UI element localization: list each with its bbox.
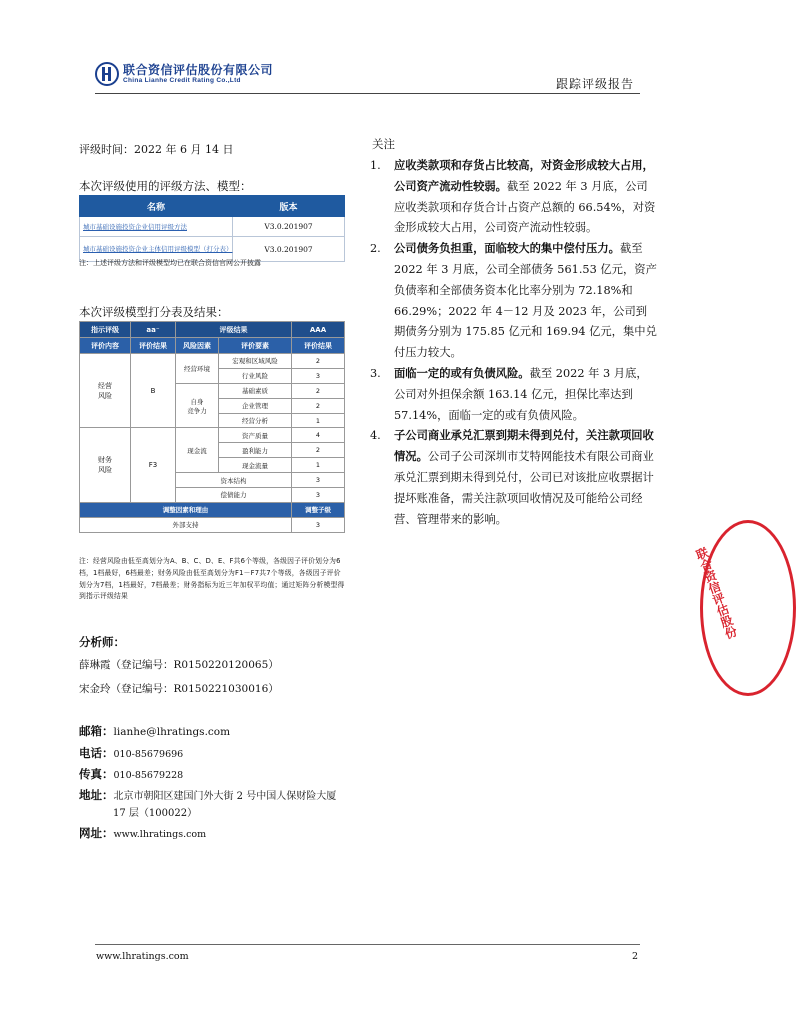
email-value[interactable]: lianhe@lhratings.com (113, 726, 231, 738)
list-item (370, 156, 657, 239)
element-name: 偿债能力 (176, 488, 292, 503)
email-row (79, 720, 230, 739)
report-type: 跟踪评级报告 (556, 77, 635, 91)
item-number: 1. (370, 159, 381, 172)
adj-val: 3 (292, 517, 345, 532)
seal-text: 联合资信评估股份 (693, 545, 740, 641)
company-name-cn: 联合资信评估股份有限公司 (123, 63, 274, 77)
h-indicator-val: aa⁻ (131, 322, 176, 338)
list-item (370, 239, 657, 364)
web-value[interactable]: www.lhratings.com (113, 829, 207, 840)
element-value: 3 (292, 473, 345, 488)
rating-time: 评级时间：2022 年 6 月 14 日 (79, 143, 234, 156)
model-title: 本次评级模型打分表及结果： (79, 305, 229, 319)
header-divider (95, 93, 640, 94)
item-number: 4. (370, 429, 381, 443)
h-indicator: 指示评级 (80, 322, 131, 338)
model-table (79, 321, 345, 533)
concerns-title: 关注 (372, 137, 395, 151)
analysts-title: 分析师： (79, 635, 125, 649)
h-content: 评价内容 (80, 338, 131, 354)
table-row (80, 217, 345, 237)
element-name: 经营分析 (219, 413, 292, 428)
h-result-val: AAA (292, 322, 345, 338)
comp-label: 自身 竞争力 (176, 383, 219, 428)
method-link[interactable]: 城市基础设施投资企业信用评级方法 (80, 217, 233, 237)
item-heading: 应收类款项和存货占比较高，对资金形成较大占用，公司资产流动性较弱。 (394, 159, 654, 193)
list-item (370, 426, 657, 530)
footer-url: www.lhratings.com (96, 951, 189, 962)
web-label: 网址： (79, 826, 114, 840)
company-name-en: China Lianhe Credit Rating Co.,Ltd (123, 77, 241, 84)
h-eval-result: 评价结果 (131, 338, 176, 354)
tel-label: 电话： (79, 746, 114, 760)
methods-table (79, 195, 345, 262)
item-number: 3. (370, 366, 381, 380)
analyst-1: 薛琳霞（登记编号：R0150220120065） (79, 659, 279, 671)
analyst-2: 宋金玲（登记编号：R0150221030016） (79, 683, 279, 695)
h-risk: 风险因素 (176, 338, 219, 354)
methods-note: 注：上述评级方法和评级模型均已在联合资信官网公开披露 (79, 259, 261, 267)
fax-row (79, 763, 183, 782)
env-label: 经营环境 (176, 354, 219, 384)
item-heading: 子公司商业承兑汇票到期未得到兑付，关注款项回收情况。 (394, 429, 654, 464)
fin-risk-label: 财务 风险 (80, 428, 131, 502)
element-name: 基础素质 (219, 383, 292, 398)
h-element-result: 评价结果 (292, 338, 345, 354)
op-risk-result: B (131, 354, 176, 428)
element-name: 盈利能力 (219, 443, 292, 458)
adj-sub: 调整子级 (292, 502, 345, 517)
cash-label: 现金流 (176, 428, 219, 473)
addr-value-1: 北京市朝阳区建国门外大街 2 号中国人保财险大厦 (113, 791, 337, 802)
element-value: 1 (292, 458, 345, 473)
web-row (79, 822, 206, 841)
adj-row: 外部支持 (80, 517, 292, 532)
item-heading: 公司债务负担重，面临较大的集中偿付压力。 (394, 242, 620, 256)
item-number: 2. (370, 242, 381, 256)
tel-value: 010-85679696 (113, 749, 184, 760)
methods-col-version: 版本 (233, 196, 345, 217)
element-name: 企业管理 (219, 398, 292, 413)
method-link[interactable]: 城市基础设施投资企业主体信用评级模型（打分表） (80, 237, 233, 262)
element-value: 4 (292, 428, 345, 443)
element-name: 现金流量 (219, 458, 292, 473)
element-value: 3 (292, 368, 345, 383)
methods-title: 本次评级使用的评级方法、模型： (79, 179, 252, 193)
footer-divider (95, 944, 640, 945)
model-note: 注：经营风险由低至高划分为A、B、C、D、E、F共6个等级，各级因子评价划分为6档，1档最好，6档最差；财务风险由低至高划分为F1－F7共7个等级，各级因子评价划分为7档，1档最好，7档最差；财务指标为近三年加权平均值；通过矩阵分析模型得到指示评级结果 (79, 557, 345, 601)
methods-col-name: 名称 (80, 196, 233, 217)
element-name: 宏观和区域风险 (219, 354, 292, 369)
fin-risk-result: F3 (131, 428, 176, 502)
element-name: 资本结构 (176, 473, 292, 488)
element-value: 2 (292, 383, 345, 398)
page-number: 2 (632, 951, 639, 962)
method-version: V3.0.201907 (233, 237, 345, 262)
addr-value-2: 17 层（100022） (113, 808, 198, 819)
element-value: 2 (292, 354, 345, 369)
element-value: 3 (292, 488, 345, 503)
addr-label: 地址： (79, 788, 114, 802)
item-text: 截至 2022 年 3 月底，公司对外担保余额 163.14 亿元，担保比率达到 57.14%，面临一定的或有负债风险。 (394, 366, 648, 422)
element-value: 2 (292, 443, 345, 458)
method-version: V3.0.201907 (233, 217, 345, 237)
h-element: 评价要素 (219, 338, 292, 354)
tel-row (79, 742, 183, 761)
email-label: 邮箱： (79, 724, 114, 738)
op-risk-label: 经营 风险 (80, 354, 131, 428)
item-text: 公司子公司深圳市艾特网能技术有限公司商业承兑汇票到期未得到兑付，公司已对该批应收票据计提坏账准备，需关注款项回收情况及可能给公司经营、管理带来的影响。 (394, 450, 654, 526)
fax-value: 010-85679228 (113, 770, 184, 781)
element-name: 行业风险 (219, 368, 292, 383)
element-value: 2 (292, 398, 345, 413)
concerns-list (370, 156, 657, 530)
item-text: 截至 2022 年 3 月底，公司应收类款项和存货合计占资产总额的 66.54%，对资金形成较大占用，公司资产流动性较弱。 (394, 179, 656, 235)
element-name: 资产质量 (219, 428, 292, 443)
addr-row (79, 784, 336, 803)
item-heading: 面临一定的或有负债风险。 (394, 366, 530, 380)
list-item (370, 364, 657, 426)
company-logo (95, 62, 119, 86)
adj-label: 调整因素和理由 (80, 502, 292, 517)
element-value: 1 (292, 413, 345, 428)
fax-label: 传真： (79, 767, 114, 781)
item-text: 截至 2022 年 3 月底，公司全部债务 561.53 亿元，资产负债率和全部债务资本化比率分别为 72.18%和 66.29%；2022 年 4－12 月及 2023 年，公司到期债务分别为 175.85 亿元和 169.94 亿元，集中兑付压力较大。 (394, 242, 657, 360)
h-result: 评级结果 (176, 322, 292, 338)
